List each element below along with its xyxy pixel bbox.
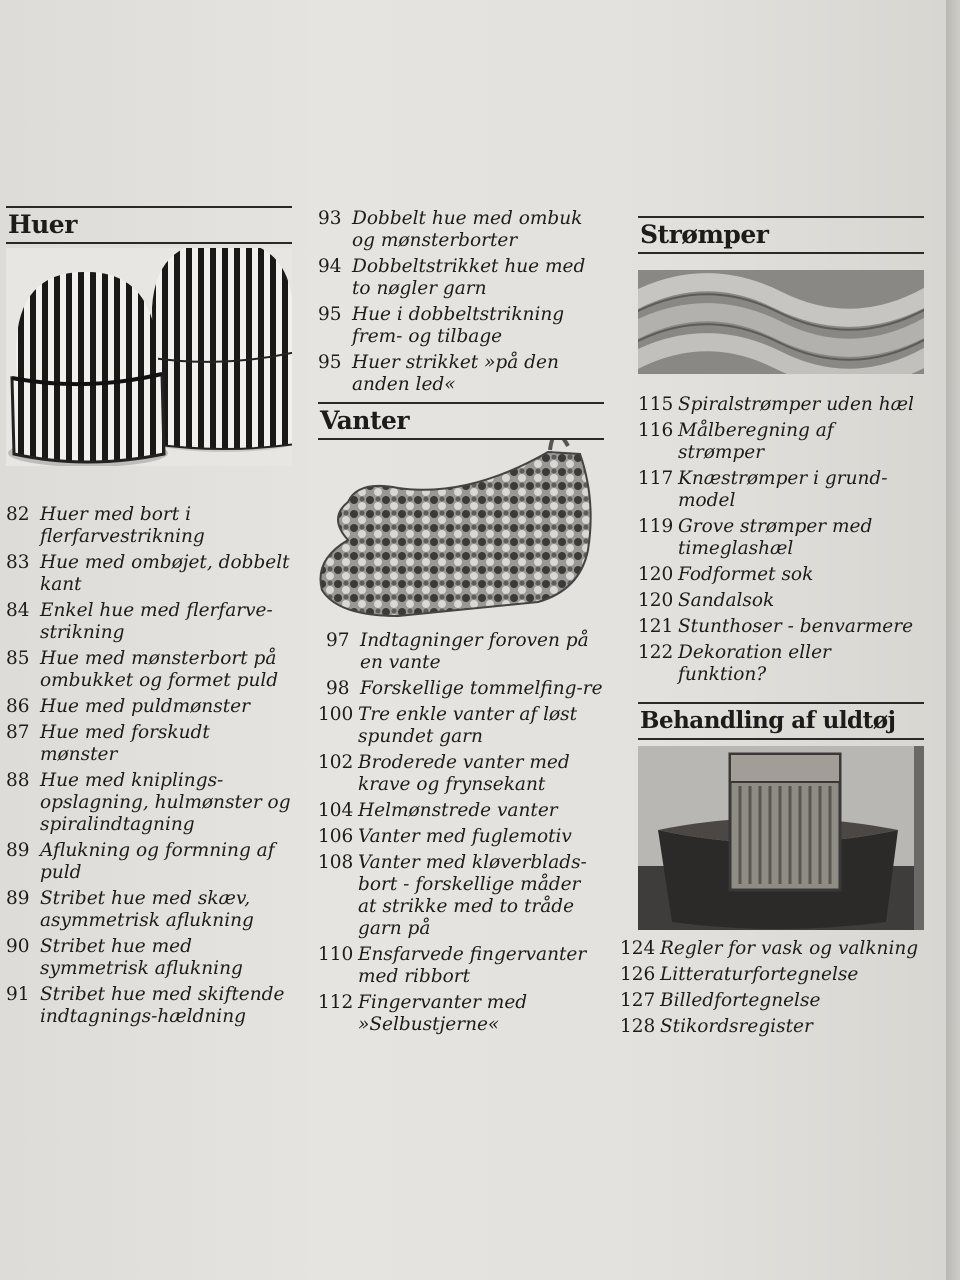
- page-number: 128: [620, 1016, 656, 1037]
- entry-title: Huer med bort i flerfarvestrikning: [40, 504, 205, 547]
- entry-title: Tre enkle vanter af løst spundet garn: [358, 704, 578, 747]
- toc-entry[interactable]: [620, 990, 924, 1012]
- page-number: 89: [6, 888, 30, 909]
- page-number: 106: [318, 826, 354, 847]
- entry-title: Broderede vanter med krave og frynsekant: [358, 752, 570, 795]
- page-number: 126: [620, 964, 656, 985]
- toc-entry[interactable]: [6, 840, 292, 884]
- section-huer: [6, 206, 292, 1032]
- section-heading-behandling: Behandling af uldtøj: [638, 704, 924, 740]
- page-number: 120: [638, 564, 674, 585]
- entry-title: Vanter med kløverblads-bort - forskellige måder at strikke med to tråde garn på: [358, 852, 587, 939]
- page-number: 117: [638, 468, 674, 489]
- page-number: 127: [620, 990, 656, 1011]
- entry-title: Grove strømper med timeglashæl: [678, 516, 873, 559]
- toc-entry[interactable]: [6, 936, 292, 980]
- photo-mitten: [318, 440, 604, 620]
- toc-entry[interactable]: [638, 642, 924, 686]
- page-number: 85: [6, 648, 30, 669]
- section-behandling: [620, 702, 924, 1038]
- section-heading-huer: Huer: [6, 208, 292, 244]
- page-number: 82: [6, 504, 30, 525]
- entry-title: Stribet hue med skiftende indtagnings-hældning: [40, 984, 285, 1027]
- page-number: 102: [318, 752, 354, 773]
- entry-title: Dekoration eller funktion?: [678, 642, 831, 685]
- page-number: 93: [318, 208, 342, 229]
- column-middle: [318, 208, 604, 1040]
- entry-title: Dobbeltstrikket hue med to nøgler garn: [352, 256, 586, 299]
- entry-title: Dobbelt hue med ombuk og mønsterborter: [352, 208, 583, 251]
- page-number: 97: [326, 630, 350, 651]
- page-number: 121: [638, 616, 674, 637]
- entry-title: Enkel hue med flerfarve-strikning: [40, 600, 273, 643]
- page-number: 110: [318, 944, 354, 965]
- entry-title: Ensfarvede fingervanter med ribbort: [358, 944, 587, 987]
- entry-title: Hue i dobbeltstrikning frem- og tilbage: [352, 304, 565, 347]
- entry-title: Stikordsregister: [660, 1016, 813, 1037]
- section-heading-vanter: Vanter: [318, 404, 604, 440]
- toc-entry[interactable]: [318, 800, 604, 822]
- entry-title: Hue med mønsterbort på ombukket og formet puld: [40, 648, 279, 691]
- entry-title: Huer strikket »på den anden led«: [352, 352, 559, 395]
- page-edge: [946, 0, 960, 1280]
- section-stromper: [620, 216, 924, 1042]
- page-number: 89: [6, 840, 30, 861]
- toc-entry[interactable]: [318, 704, 604, 748]
- entry-title: Forskellige tommelfing-re: [360, 678, 603, 699]
- entry-title: Spiralstrømper uden hæl: [678, 394, 914, 415]
- entry-title: Hue med kniplings-opslagning, hulmønster og spiralindtagning: [40, 770, 291, 835]
- toc-entry[interactable]: [6, 722, 292, 766]
- toc-entry[interactable]: [6, 696, 292, 718]
- page-number: 124: [620, 938, 656, 959]
- entry-title: Hue med puldmønster: [40, 696, 250, 717]
- entry-title: Hue med forskudt mønster: [40, 722, 210, 765]
- entry-title: Indtagninger foroven på en vante: [360, 630, 589, 673]
- page-number: 100: [318, 704, 354, 725]
- toc-entry[interactable]: [318, 852, 604, 940]
- page-number: 122: [638, 642, 674, 663]
- page-number: 95: [318, 352, 342, 373]
- entry-title: Målberegning af strømper: [678, 420, 834, 463]
- toc-entry[interactable]: [620, 1016, 924, 1038]
- section-vanter: [318, 402, 604, 1036]
- page-number: 83: [6, 552, 30, 573]
- entry-title: Fodformet sok: [678, 564, 814, 585]
- page-number: 116: [638, 420, 674, 441]
- page-number: 95: [318, 304, 342, 325]
- toc-entry[interactable]: [620, 938, 924, 960]
- toc-entry[interactable]: [318, 752, 604, 796]
- entry-title: Stribet hue med skæv, asymmetrisk aflukning: [40, 888, 254, 931]
- toc-entry[interactable]: [6, 984, 292, 1028]
- toc-entry[interactable]: [638, 564, 924, 586]
- page-number: 112: [318, 992, 354, 1013]
- vanter-list-2: [318, 704, 604, 1036]
- toc-entry[interactable]: [318, 992, 604, 1036]
- toc-entry[interactable]: [6, 888, 292, 932]
- entry-title: Vanter med fuglemotiv: [358, 826, 572, 847]
- toc-entry[interactable]: [620, 964, 924, 986]
- entry-title: Litteraturfortegnelse: [660, 964, 859, 985]
- entry-title: Helmønstrede vanter: [358, 800, 558, 821]
- toc-entry[interactable]: [326, 678, 604, 700]
- photo-cable-knit: [638, 270, 924, 374]
- toc-entry[interactable]: [326, 630, 604, 674]
- toc-entry[interactable]: [6, 648, 292, 692]
- entry-title: Sandalsok: [678, 590, 775, 611]
- entry-title: Stribet hue med symmetrisk aflukning: [40, 936, 243, 979]
- huer-list: [6, 504, 292, 1028]
- stromper-list: [638, 394, 924, 686]
- page-number: 94: [318, 256, 342, 277]
- page-number: 115: [638, 394, 674, 415]
- page-number: 88: [6, 770, 30, 791]
- toc-entry[interactable]: [638, 468, 924, 512]
- entry-title: Regler for vask og valkning: [660, 938, 919, 959]
- toc-entry[interactable]: [318, 944, 604, 988]
- toc-entry[interactable]: [638, 420, 924, 464]
- section-heading-stromper: Strømper: [638, 218, 924, 254]
- page-number: 87: [6, 722, 30, 743]
- page-number: 84: [6, 600, 30, 621]
- entry-title: Fingervanter med »Selbustjerne«: [358, 992, 528, 1035]
- entry-title: Hue med ombøjet, dobbelt kant: [40, 552, 290, 595]
- toc-entry[interactable]: [318, 208, 604, 252]
- toc-entry[interactable]: [6, 552, 292, 596]
- vanter-list: [318, 630, 604, 700]
- page-number: 91: [6, 984, 30, 1005]
- toc-entry[interactable]: [638, 394, 924, 416]
- toc-entry[interactable]: [6, 600, 292, 644]
- entry-title: Knæstrømper i grund-model: [678, 468, 888, 511]
- toc-entry[interactable]: [318, 826, 604, 848]
- photo-striped-hats: [6, 248, 292, 466]
- toc-entry[interactable]: [6, 770, 292, 836]
- page-number: 90: [6, 936, 30, 957]
- page-number: 98: [326, 678, 350, 699]
- toc-entry[interactable]: [638, 616, 924, 638]
- page-number: 120: [638, 590, 674, 611]
- page-number: 86: [6, 696, 30, 717]
- huer-list-continued: [318, 208, 604, 396]
- toc-entry[interactable]: [638, 590, 924, 612]
- toc-entry[interactable]: [318, 304, 604, 348]
- entry-title: Billedfortegnelse: [660, 990, 821, 1011]
- toc-entry[interactable]: [318, 256, 604, 300]
- toc-entry[interactable]: [318, 352, 604, 396]
- toc-entry[interactable]: [638, 516, 924, 560]
- entry-title: Stunthoser - benvarmere: [678, 616, 914, 637]
- page-number: 119: [638, 516, 674, 537]
- page-number: 104: [318, 800, 354, 821]
- photo-washboard: [638, 746, 924, 930]
- behandling-list: [620, 938, 924, 1038]
- entry-title: Aflukning og formning af puld: [40, 840, 275, 883]
- page-number: 108: [318, 852, 354, 873]
- toc-entry[interactable]: [6, 504, 292, 548]
